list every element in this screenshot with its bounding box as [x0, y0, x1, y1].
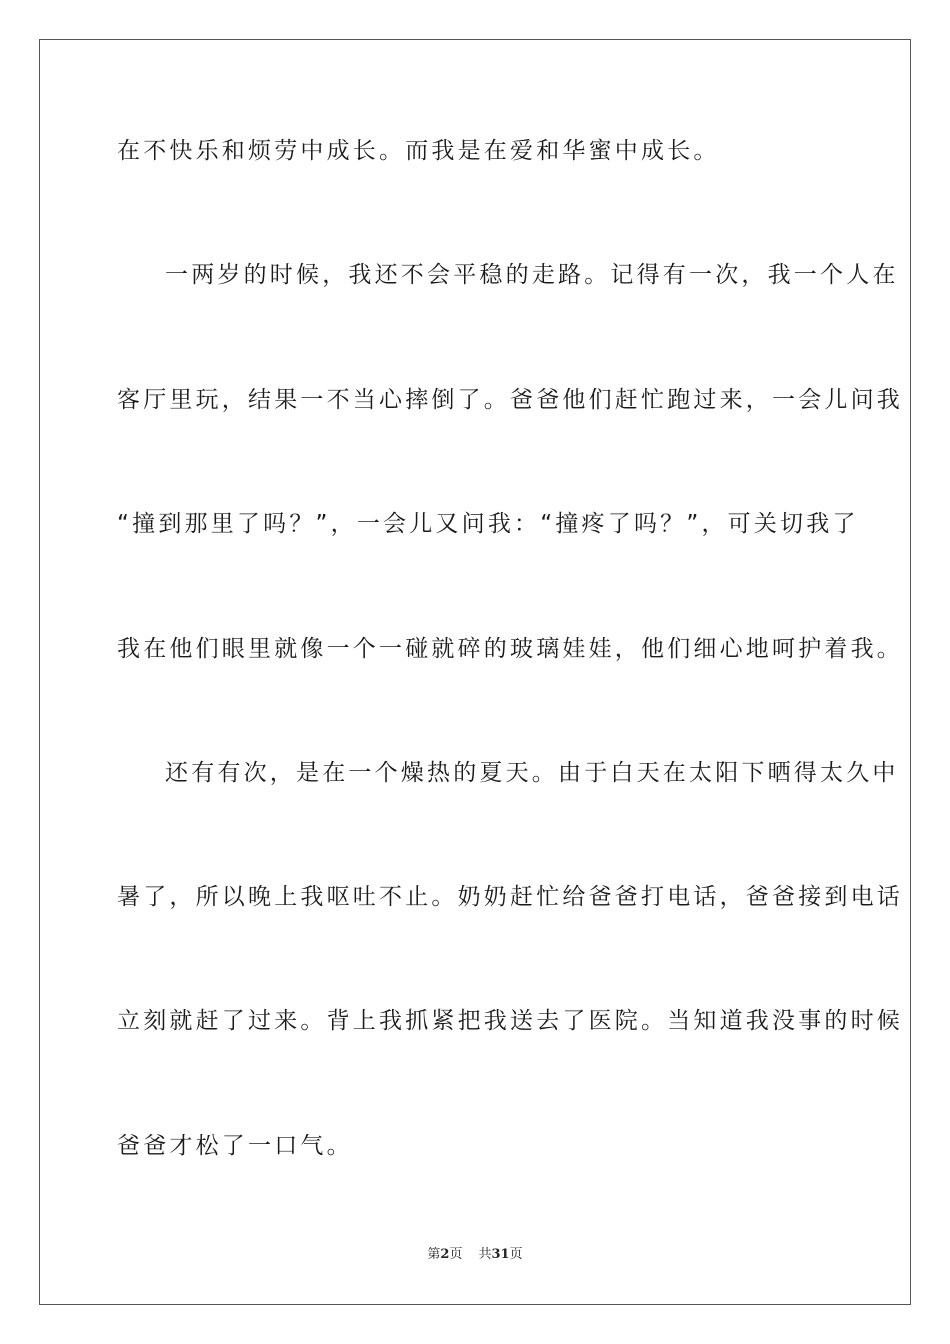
text-line: 我在他们眼里就像一个一碰就碎的玻璃娃娃，他们细心地呵护着我。: [117, 636, 903, 662]
total-prefix: 共: [478, 1247, 492, 1262]
paragraph-first-line: 一两岁的时候，我还不会平稳的走路。记得有一次，我一个人在: [165, 262, 899, 288]
total-pages: 31: [491, 1247, 510, 1262]
total-suffix: 页: [509, 1247, 523, 1262]
page-footer: [0, 1246, 950, 1264]
page-suffix: 页: [449, 1247, 463, 1262]
text-line: 在不快乐和烦劳中成长。而我是在爱和华蜜中成长。: [117, 138, 720, 164]
paragraph-first-line: 还有有次，是在一个燥热的夏天。由于白天在太阳下晒得太久中: [165, 760, 899, 786]
page-prefix: 第: [427, 1247, 441, 1262]
text-line: “撞到那里了吗？”，一会儿又问我：“撞疼了吗？”，可关切我了: [117, 511, 859, 537]
page-number: 2: [440, 1247, 450, 1262]
text-line: 客厅里玩，结果一不当心摔倒了。爸爸他们赶忙跑过来，一会儿问我: [117, 387, 903, 413]
page-border: [39, 39, 911, 1305]
text-line: 立刻就赶了过来。背上我抓紧把我送去了医院。当知道我没事的时候: [117, 1008, 903, 1034]
text-line: 爸爸才松了一口气。: [117, 1133, 353, 1159]
text-line: 暑了，所以晚上我呕吐不止。奶奶赶忙给爸爸打电话，爸爸接到电话: [117, 884, 903, 910]
